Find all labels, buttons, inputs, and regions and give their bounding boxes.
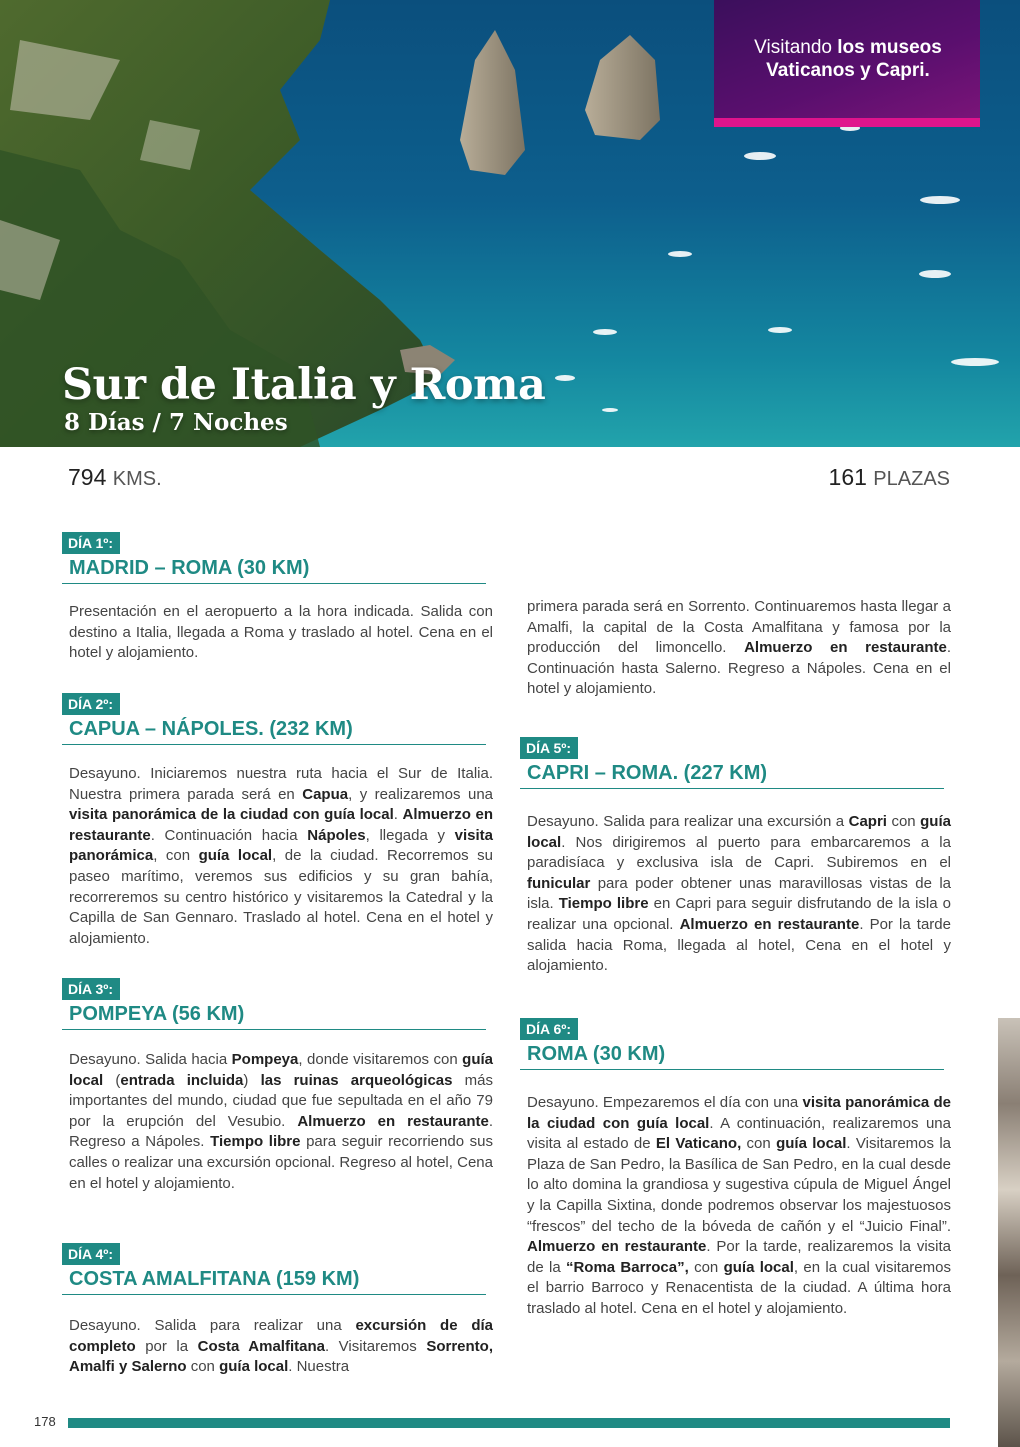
day-tag: DÍA 6º: bbox=[520, 1018, 578, 1040]
distance-stat bbox=[68, 464, 162, 491]
bold-text: visita panorámica de la ciudad con guía local bbox=[527, 1094, 951, 1132]
bold-text: guía local bbox=[527, 813, 951, 851]
seats-stat bbox=[829, 464, 950, 491]
day-heading: POMPEYA (56 KM) bbox=[62, 1003, 486, 1030]
bold-text: funicular bbox=[527, 874, 591, 892]
text-run: . Nos dirigiremos al puerto para embarcaremos a la paradisíaca y exclusiva isla de Capri. Subiremos en el bbox=[527, 833, 951, 872]
text-run: con bbox=[741, 1135, 777, 1153]
bold-text: Almuerzo en restaurante bbox=[679, 915, 860, 933]
bold-text: las ruinas arqueológicas bbox=[260, 1071, 453, 1089]
bold-text: Pompeya bbox=[231, 1051, 299, 1068]
text-run: primera parada será en Sorrento. Continuaremos hasta llegar a Amalfi, la capital de la Costa Amalfitana y famosa por la producción del limoncello. bbox=[527, 598, 951, 657]
day-heading: CAPUA – NÁPOLES. (232 KM) bbox=[62, 718, 486, 745]
bold-text: “Roma Barroca”, bbox=[565, 1258, 689, 1276]
text-run: . Nuestra bbox=[288, 1358, 350, 1376]
bold-text: Capua bbox=[302, 785, 349, 803]
bold-text: Tiempo libre bbox=[558, 895, 649, 913]
day-4-header bbox=[62, 1243, 486, 1295]
text-run: por la bbox=[135, 1337, 198, 1355]
text-run: , llegada y bbox=[365, 826, 455, 844]
text-run: . bbox=[393, 806, 403, 824]
day-heading: COSTA AMALFITANA (159 KM) bbox=[62, 1268, 486, 1295]
text-run: en Capri para seguir disfrutando de la isla o realizar una opcional. bbox=[527, 895, 951, 933]
day-2-text bbox=[69, 764, 493, 949]
day-tag: DÍA 3º: bbox=[62, 978, 120, 1000]
day-tag: DÍA 1º: bbox=[62, 532, 120, 554]
text-run: con bbox=[688, 1258, 724, 1276]
day-tag: DÍA 2º: bbox=[62, 693, 120, 715]
day-5-text bbox=[527, 812, 951, 977]
distance-unit: KMS. bbox=[112, 468, 162, 490]
text-run: , donde visitaremos con bbox=[298, 1051, 463, 1068]
bold-text: guía local bbox=[219, 1358, 289, 1376]
bold-text: Tiempo libre bbox=[210, 1133, 301, 1151]
page-title: Sur de Italia y Roma bbox=[62, 360, 546, 410]
text-run: . Visitaremos bbox=[324, 1337, 427, 1355]
day-6-text bbox=[527, 1093, 951, 1320]
promo-accent-bar bbox=[714, 118, 980, 127]
text-run: , y realizaremos una bbox=[348, 785, 494, 803]
text-run: para poder obtener unas maravillosas vistas de la isla. bbox=[527, 874, 951, 913]
text-run: más importantes del mundo, ciudad que fue sepultada en el año 79 por la erupción del Vesubio. bbox=[69, 1071, 493, 1130]
text-run: con bbox=[186, 1358, 220, 1376]
bold-text: Capri bbox=[848, 813, 887, 830]
text-run: ( bbox=[103, 1071, 121, 1089]
bold-text: Almuerzo en restaurante bbox=[527, 1238, 707, 1256]
day-3-text bbox=[69, 1050, 493, 1194]
bold-text: guía local bbox=[776, 1135, 847, 1153]
day-6-header bbox=[520, 1018, 944, 1070]
bold-text: guía local bbox=[198, 847, 273, 865]
text-run: Desayuno. Salida para realizar una bbox=[69, 1317, 356, 1334]
trip-duration: 8 Días / 7 Noches bbox=[64, 409, 288, 436]
text-run: . A continuación, realizaremos una visita al estado de bbox=[527, 1114, 951, 1153]
bold-text: El Vaticano, bbox=[655, 1135, 742, 1153]
distance-value: 794 bbox=[68, 464, 107, 490]
bold-text: visita panorámica de la ciudad con guía local bbox=[69, 806, 394, 824]
day-tag: DÍA 5º: bbox=[520, 737, 578, 759]
day-heading: CAPRI – ROMA. (227 KM) bbox=[520, 762, 944, 789]
text-run: . Visitaremos la Plaza de San Pedro, la Basílica de San Pedro, en la cual desde lo alto domina la grandiosa y sugestiva cúpula de Miguel Ángel y la Capilla Sixtina, donde podremos observar los majestuosos “frescos” del techo de la bóveda de cañón y el “Juicio Final”. bbox=[527, 1135, 951, 1235]
promo-bold-line1: los museos bbox=[837, 37, 942, 58]
footer-bar bbox=[68, 1418, 950, 1428]
text-run: Desayuno. Empezaremos el día con una bbox=[527, 1094, 803, 1111]
text-run: ) bbox=[243, 1071, 261, 1089]
bold-text: excursión de día completo bbox=[69, 1317, 493, 1355]
text-run: Presentación en el aeropuerto a la hora indicada. Salida con destino a Italia, llegada a Roma y traslado al hotel. Cena en el hotel y alojamiento. bbox=[69, 603, 493, 662]
text-run: . Regreso a Nápoles. bbox=[69, 1112, 493, 1151]
text-run: , de la ciudad. Recorremos su paseo marítimo, veremos sus edificios y su gran bahía, recorreremos su centro histórico y visitaremos la Catedral y la Capilla de San Gennaro. Traslado al hotel. Cena en el hotel y alojamiento. bbox=[69, 847, 494, 947]
text-run: Desayuno. Salida para realizar una excursión a bbox=[527, 813, 849, 830]
promo-text bbox=[730, 36, 966, 82]
side-photo-strip bbox=[998, 1018, 1020, 1447]
day-heading: MADRID – ROMA (30 KM) bbox=[62, 557, 486, 584]
text-run: para seguir recorriendo sus calles o realizar una excursión opcional. Regreso al hotel, Cena en el hotel y alojamiento. bbox=[69, 1133, 493, 1192]
bold-text: guía local bbox=[723, 1258, 794, 1276]
bold-text: Almuerzo en restaurante bbox=[297, 1112, 489, 1130]
day-heading: ROMA (30 KM) bbox=[520, 1043, 944, 1070]
bold-text: Nápoles bbox=[307, 826, 366, 844]
text-run: , en la cual visitaremos el barrio Barroco y Renacentista de la ciudad. A última hora traslado al hotel. Cena en el hotel y alojamiento. bbox=[527, 1258, 951, 1317]
promo-prefix: Visitando bbox=[754, 37, 838, 58]
bold-text: entrada incluida bbox=[120, 1071, 244, 1089]
text-run: Desayuno. Iniciaremos nuestra ruta hacia el Sur de Italia. Nuestra primera parada será en bbox=[69, 765, 493, 803]
bold-text: Sorrento, Amalfi y Salerno bbox=[69, 1337, 493, 1376]
page-number: 178 bbox=[34, 1414, 56, 1429]
bold-text: Costa Amalfitana bbox=[197, 1337, 325, 1355]
text-run: . Por la tarde, realizaremos la visita de la bbox=[527, 1238, 951, 1276]
day-4-text bbox=[69, 1316, 493, 1378]
seats-unit: PLAZAS bbox=[873, 468, 950, 490]
text-run: . Continuación hacia bbox=[150, 826, 308, 844]
day-4-continuation-text bbox=[527, 597, 951, 700]
day-3-header bbox=[62, 978, 486, 1030]
day-5-header bbox=[520, 737, 944, 789]
text-run: . Por la tarde salida hacia Roma, llegada al hotel, Cena en el hotel y alojamiento. bbox=[527, 915, 951, 975]
day-tag: DÍA 4º: bbox=[62, 1243, 120, 1265]
bold-text: guía local bbox=[69, 1051, 493, 1089]
text-run: . Continuación hasta Salerno. Regreso a Nápoles. Cena en el hotel y alojamiento. bbox=[527, 639, 952, 698]
text-run: con bbox=[886, 813, 921, 830]
text-run: , con bbox=[153, 847, 199, 865]
promo-bold-line2: Vaticanos y Capri. bbox=[766, 60, 930, 81]
day-2-header bbox=[62, 693, 486, 745]
bold-text: visita panorámica bbox=[69, 826, 493, 865]
bold-text: Almuerzo en restaurante bbox=[744, 639, 947, 657]
text-run: Desayuno. Salida hacia bbox=[69, 1051, 232, 1068]
day-1-text bbox=[69, 602, 493, 664]
seats-value: 161 bbox=[828, 464, 867, 490]
day-1-header bbox=[62, 532, 486, 584]
bold-text: Almuerzo en restaurante bbox=[69, 806, 493, 844]
